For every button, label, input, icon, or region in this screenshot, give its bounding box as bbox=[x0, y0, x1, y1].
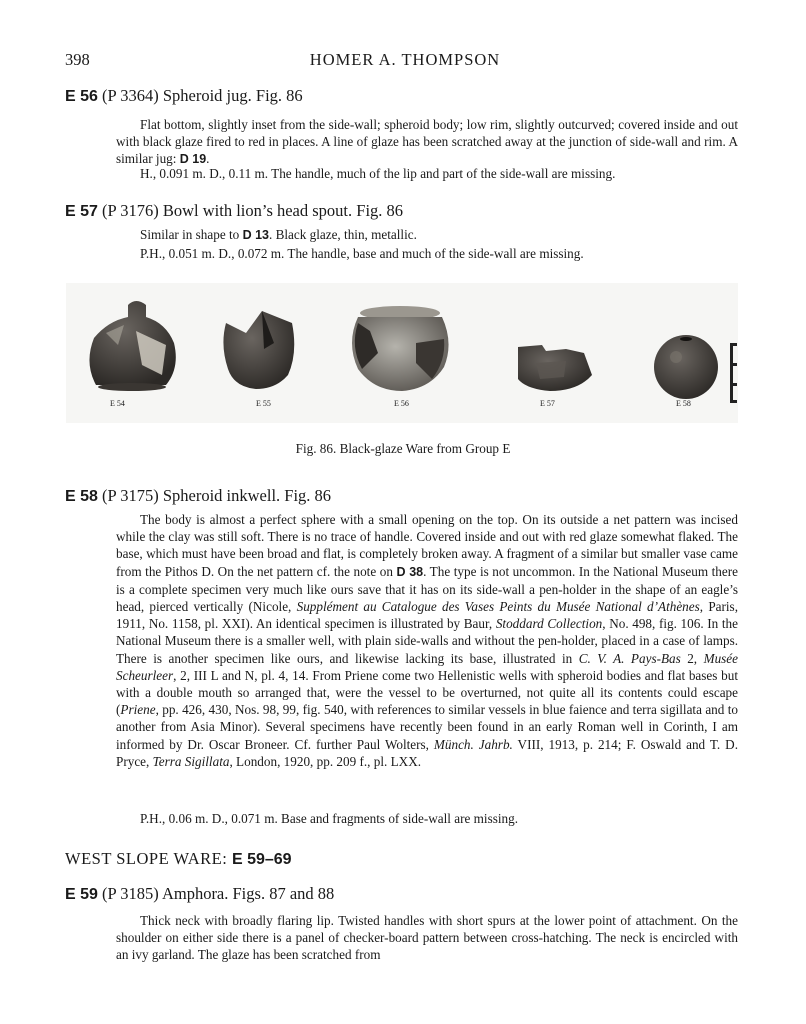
entry-e57-dimensions: P.H., 0.051 m. D., 0.072 m. The handle, base and much of the side-wall are missing. bbox=[140, 246, 584, 261]
entry-code: E 59 bbox=[65, 886, 98, 903]
citation-title: Priene bbox=[120, 702, 156, 718]
description-text: . Black glaze, thin, metallic. bbox=[268, 227, 417, 242]
figure-caption: Fig. 86. Black-glaze Ware from Group E bbox=[295, 441, 511, 456]
citation-title: Münch. Jahrb. bbox=[433, 736, 513, 752]
entry-title: (P 3364) Spheroid jug. Fig. 86 bbox=[102, 86, 303, 105]
entry-code: E 56 bbox=[65, 88, 98, 105]
cross-reference: D 38 bbox=[396, 564, 424, 579]
citation-title: C. V. A. Pays-Bas bbox=[578, 650, 681, 666]
description-text: Flat bottom, slightly inset from the side-wall; spheroid body; low rim, slightly outcurved; covered inside and out with black glaze fired to red in places. A line of glaze has been scratched away at the junction of side-wall and rim. A similar jug: bbox=[116, 117, 738, 167]
description-text: , London, 1920, pp. 209 f., pl. LXX. bbox=[229, 753, 422, 769]
description-text: , No. 498, fig. 106. In the National Museum there is a smaller well, with plain side-walls and without the pen-holder, placed in a case of lamps. There is another specimen like ours, and likewise lacking its base, illustrated in bbox=[116, 616, 738, 666]
description-text: The body is almost a perfect sphere with a small opening on the top. On its outside a net pattern was incised while the clay was still soft. There is no trace of handle. Covered inside and out with red glaze somewhat flaked. The base, which must have been broad and flat, is completely broken away. A fragment of a similar but smaller vase came from the Pithos D. On the net pattern cf. the note on bbox=[116, 512, 738, 579]
description-text: VIII, 1913, p. 214; F. Oswald and T. D. Pryce, bbox=[116, 736, 739, 769]
description-text: , Paris, 1911, No. 1158, pl. XXI). An identical specimen is illustrated by Baur, bbox=[116, 599, 738, 632]
entry-e58-heading bbox=[65, 486, 331, 506]
figure-label-e56: E 56 bbox=[394, 399, 409, 408]
figure-86-photograph bbox=[66, 283, 738, 423]
description-text: . The type is not uncommon. In the National Museum there is a complete specimen very much like ours save that it has on its side-wall a pen-holder in the shape of an eagle’s head, pierced vertically (Nicole, bbox=[116, 563, 738, 615]
entry-e59-description: Thick neck with broadly flaring lip. Twisted handles with short spurs at the lower point of attachment. On the shoulder on either side there is a panel of checker-board pattern between cross-hatching. The neck is encircled with an ivy garland. The glaze has been scratched from bbox=[116, 913, 738, 963]
entry-code: E 58 bbox=[65, 488, 98, 505]
citation-title: Musée Scheurleer bbox=[116, 650, 738, 683]
description-text: Similar in shape to bbox=[140, 227, 243, 242]
description-text: , 2, III L and N, pl. 4, 14. From Priene come two Hellenistic wells with spheroid bodies and flat bases but with a double mouth so arranged that, were the vessel to be overturned, not quite all its contents could escape ( bbox=[116, 667, 738, 718]
entry-title: (P 3176) Bowl with lion’s head spout. Fig. 86 bbox=[102, 201, 404, 220]
entry-title: (P 3175) Spheroid inkwell. Fig. 86 bbox=[102, 486, 332, 505]
running-head bbox=[65, 50, 745, 72]
running-title: HOMER A. THOMPSON bbox=[309, 50, 501, 69]
entry-e57-description bbox=[140, 226, 738, 244]
entry-code: E 57 bbox=[65, 203, 98, 220]
scale-bar bbox=[730, 343, 737, 403]
entry-e58-description bbox=[116, 511, 738, 770]
section-range: E 59–69 bbox=[231, 851, 292, 868]
entry-e58-dimensions: P.H., 0.06 m. D., 0.071 m. Base and fragments of side-wall are missing. bbox=[140, 811, 518, 826]
section-label: WEST SLOPE WARE: bbox=[65, 849, 232, 868]
entry-e57-heading bbox=[65, 201, 403, 221]
description-text: . bbox=[206, 151, 210, 167]
figure-label-e58: E 58 bbox=[676, 399, 691, 408]
citation-title: Stoddard Collection bbox=[495, 616, 603, 632]
description-text: , pp. 426, 430, Nos. 98, 99, fig. 540, with references to similar vessels in blue faience and terra sigillata and to another from Asia Minor). Several specimens have recently been found in an early Roman well in Corinth, I am informed by Dr. Oscar Broneer. Cf. further Paul Wolters, bbox=[116, 702, 738, 752]
vessel-e54 bbox=[89, 301, 175, 391]
entry-e56-description bbox=[116, 116, 738, 169]
figure-label-e54: E 54 bbox=[110, 399, 125, 408]
section-heading bbox=[65, 849, 292, 869]
description-text: 2, bbox=[680, 650, 704, 666]
entry-title: (P 3185) Amphora. Figs. 87 and 88 bbox=[102, 884, 335, 903]
citation-title: Terra Sigillata bbox=[152, 753, 230, 769]
cross-reference: D 19 bbox=[179, 152, 207, 167]
citation-title: Supplément au Catalogue des Vases Peints du Musée National d’Athènes bbox=[296, 599, 700, 615]
entry-e59-heading bbox=[65, 884, 334, 904]
figure-label-e57: E 57 bbox=[540, 399, 555, 408]
vessel-e57 bbox=[518, 345, 592, 391]
entry-e56-dimensions: H., 0.091 m. D., 0.11 m. The handle, much of the lip and part of the side-wall are missing. bbox=[140, 166, 616, 181]
figure-label-e55: E 55 bbox=[256, 399, 271, 408]
entry-e56-heading bbox=[65, 86, 303, 106]
vessel-e58 bbox=[654, 335, 718, 399]
vessel-e56 bbox=[352, 306, 449, 391]
vessel-e55 bbox=[223, 311, 294, 389]
page-number: 398 bbox=[65, 50, 90, 69]
cross-reference: D 13 bbox=[242, 228, 269, 242]
